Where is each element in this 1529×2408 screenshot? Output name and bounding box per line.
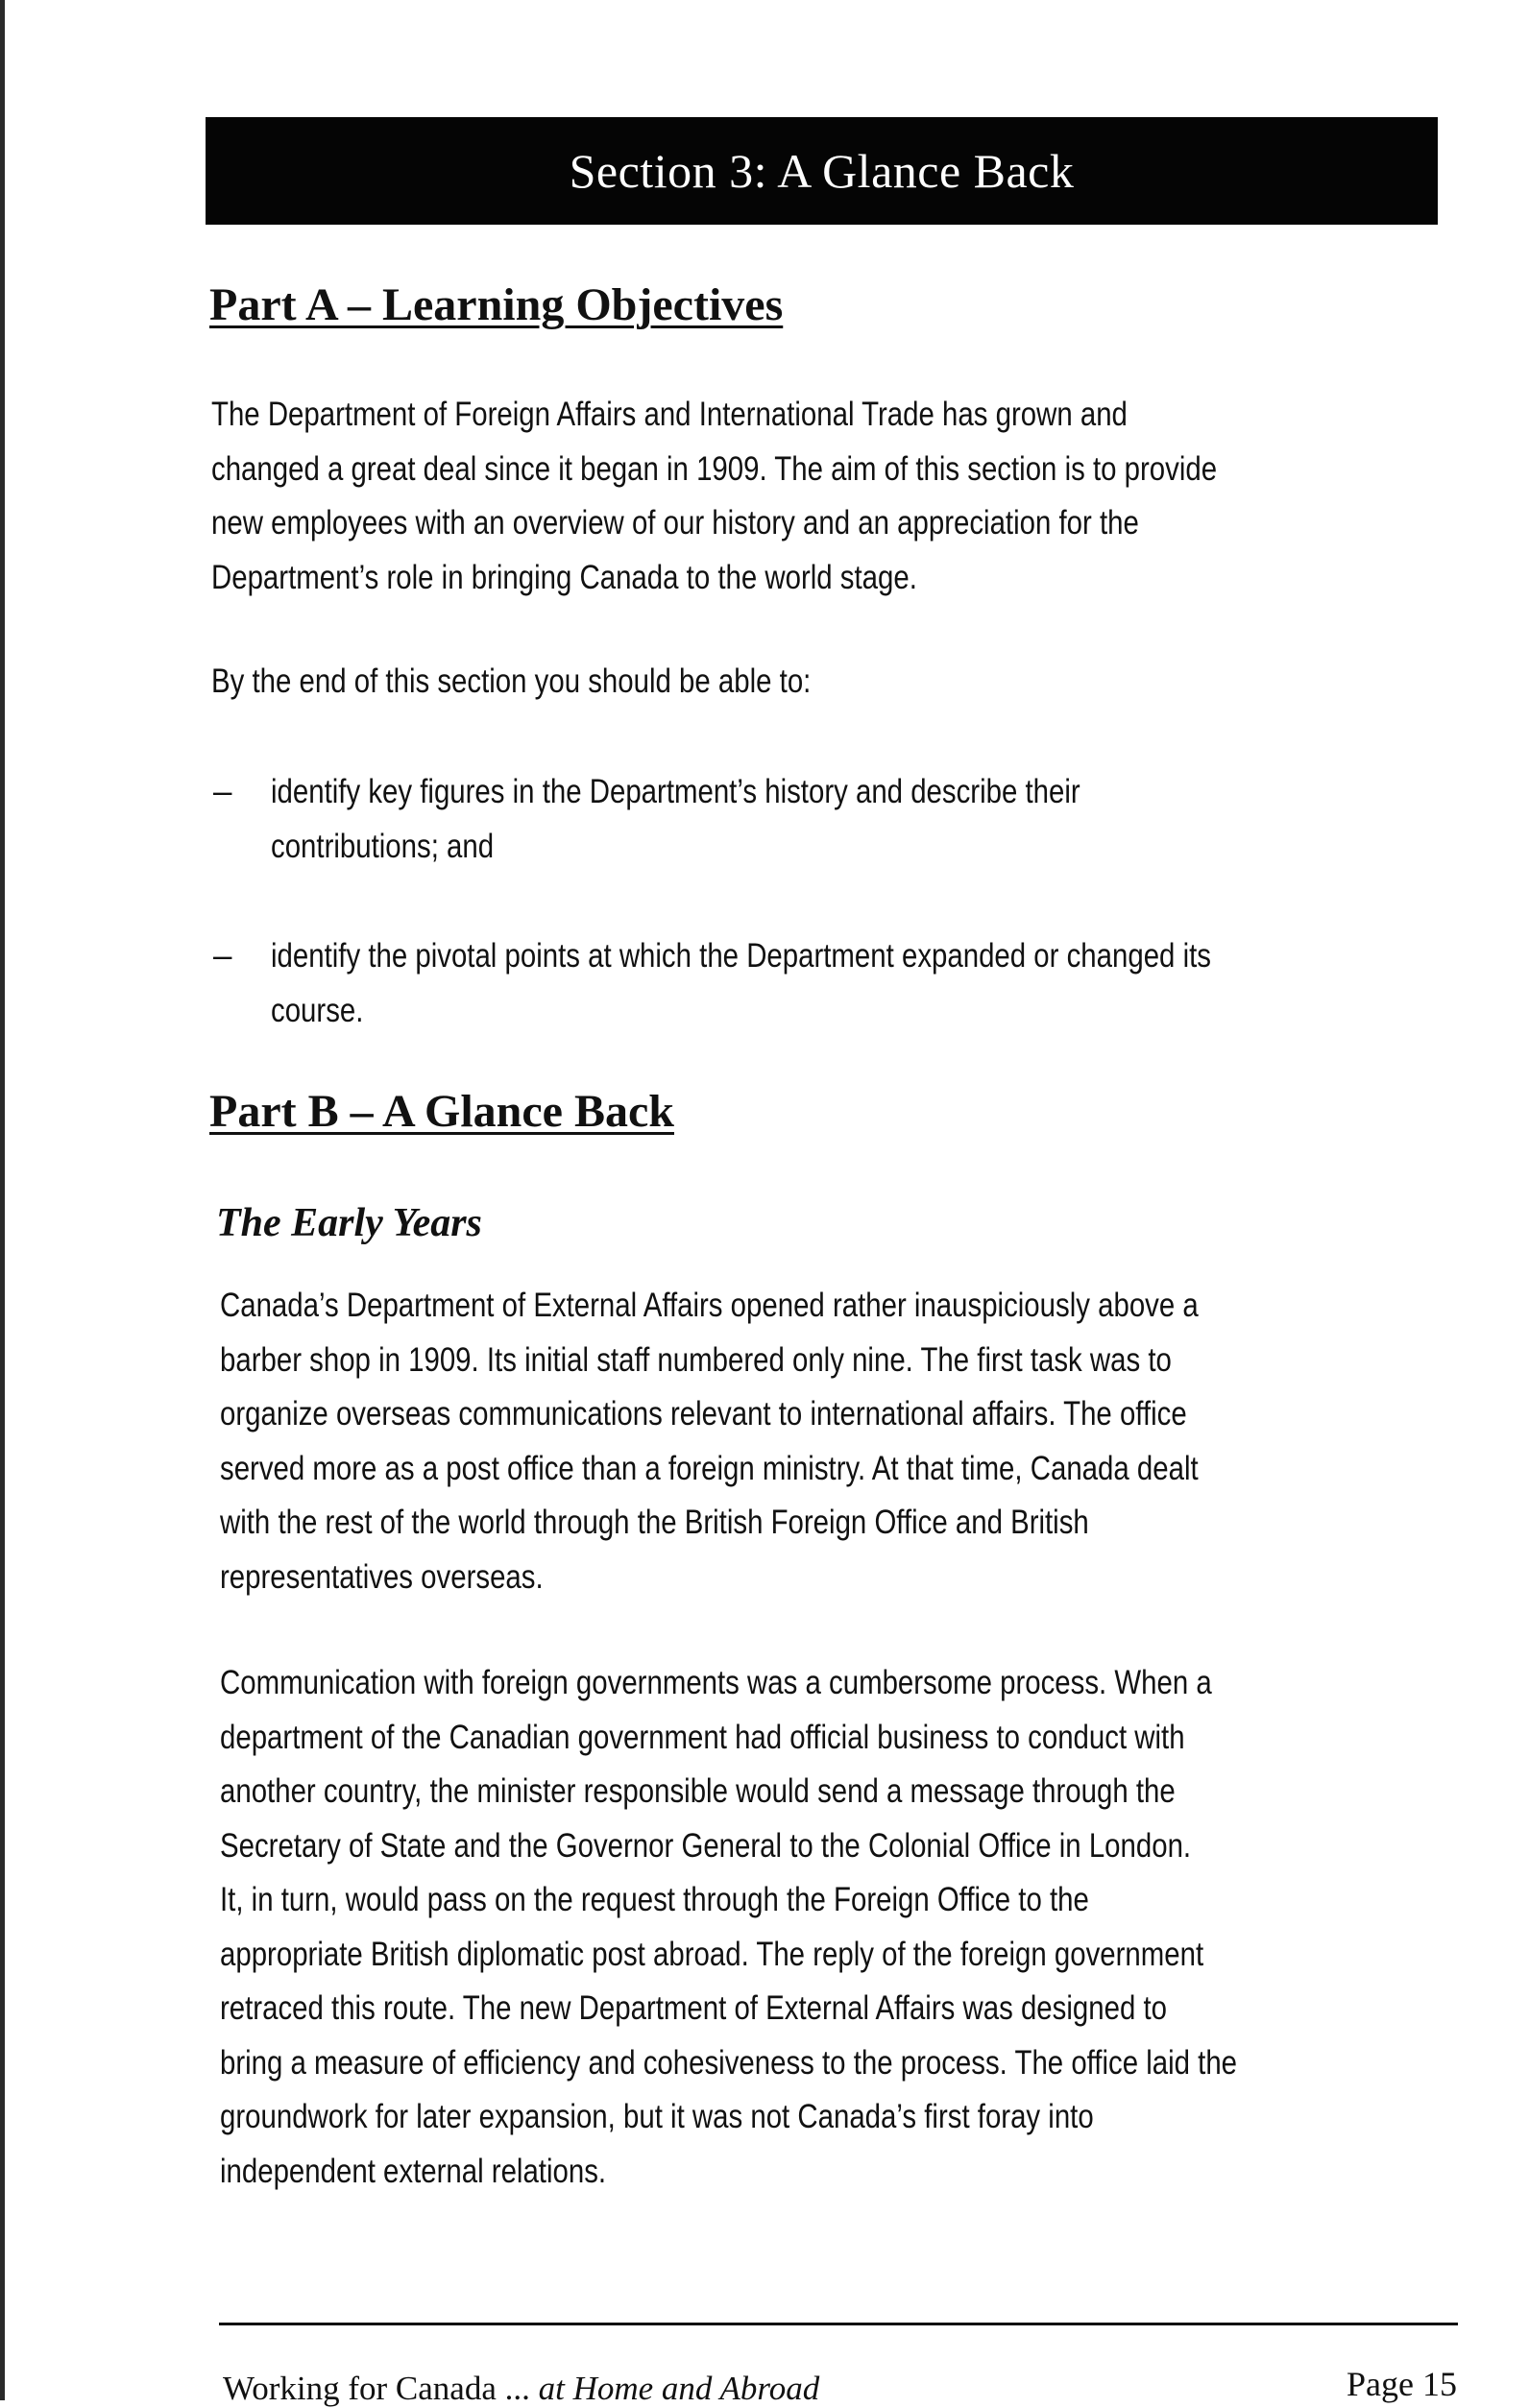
page-edge-rule (0, 0, 5, 2400)
early-years-subheading: The Early Years (216, 1201, 482, 1245)
text-line: identify key figures in the Department’s history and describe their (271, 773, 1080, 810)
text-line: course. (271, 991, 364, 1029)
text-line: representatives overseas. (220, 1557, 544, 1596)
footer-title-main: Working for Canada ... (223, 2370, 530, 2407)
text-line: Canada’s Department of External Affairs opened rather inauspiciously above a (220, 1287, 1199, 1324)
text-line: independent external relations. (220, 2152, 607, 2190)
text-line: barber shop in 1909. Its initial staff numbered only nine. The first task was to (220, 1340, 1172, 1379)
text-line: with the rest of the world through the British Foreign Office and British (220, 1504, 1089, 1541)
text-line: organize overseas communications relevant to international affairs. The office (220, 1395, 1187, 1433)
part-a-intro-text (211, 388, 1529, 605)
text-line: contributions; and (271, 827, 495, 865)
text-line: retraced this route. The new Department of External Affairs was designed to (220, 1989, 1167, 2027)
paragraph-1-text (220, 1279, 1529, 1604)
text-line: another country, the minister responsible would send a message through the (220, 1772, 1176, 1810)
text-line: bring a measure of efficiency and cohesiveness to the process. The office laid the (220, 2043, 1238, 2082)
part-a-intro-paragraph (211, 388, 1529, 605)
text-line: It, in turn, would pass on the request through the Foreign Office to the (220, 1881, 1089, 1918)
page-number: Page 15 (1347, 2365, 1457, 2403)
part-b-heading: Part B – A Glance Back (209, 1086, 674, 1137)
text-line: Secretary of State and the Governor General to the Colonial Office in London. (220, 1826, 1192, 1865)
text-line: changed a great deal since it began in 1909. The aim of this section is to provide (211, 449, 1218, 488)
section-header-bar (206, 117, 1438, 225)
text-line: department of the Canadian government had official business to conduct with (220, 1718, 1185, 1756)
text-line: served more as a post office than a foreign ministry. At that time, Canada dealt (220, 1449, 1199, 1487)
text-line: appropriate British diplomatic post abroad. The reply of the foreign government (220, 1935, 1204, 1973)
objective-text (271, 929, 1529, 1038)
early-years-paragraph-2 (220, 1656, 1529, 2199)
text-line: Communication with foreign governments was a cumbersome process. When a (220, 1664, 1212, 1701)
text-line: Department’s role in bringing Canada to the world stage. (211, 558, 917, 596)
objectives-lead-in (211, 655, 1529, 710)
list-dash: – (213, 937, 232, 975)
text-line: identify the pivotal points at which the Department expanded or changed its (271, 937, 1211, 975)
footer-divider (219, 2323, 1458, 2325)
paragraph-2-text (220, 1656, 1529, 2199)
section-title: Section 3: A Glance Back (569, 144, 1075, 198)
text-line: new employees with an overview of our history and an appreciation for the (211, 504, 1139, 542)
text-line: The Department of Foreign Affairs and International Trade has grown and (211, 396, 1128, 433)
footer-title-italic: at Home and Abroad (538, 2370, 820, 2407)
early-years-paragraph-1 (220, 1279, 1529, 1604)
list-dash: – (213, 773, 232, 810)
part-a-heading: Part A – Learning Objectives (209, 279, 784, 330)
text-line: groundwork for later expansion, but it was not Canada’s first foray into (220, 2098, 1094, 2135)
footer-publication-title (223, 2370, 819, 2408)
lead-in-text: By the end of this section you should be able to: (211, 662, 812, 700)
objective-text-block (271, 929, 1441, 1038)
objective-text-block (271, 765, 1441, 874)
objective-text (271, 765, 1529, 874)
